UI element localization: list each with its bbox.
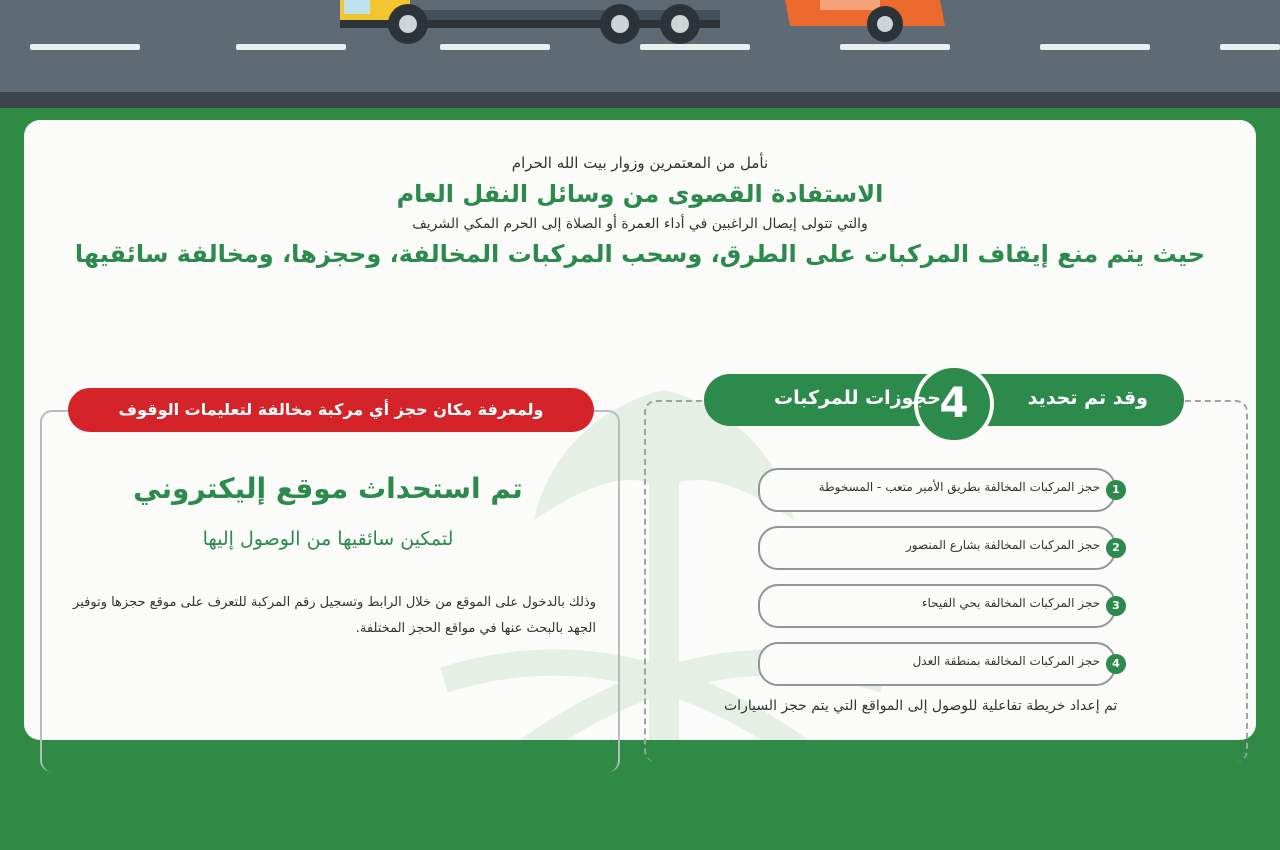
yard-item [758,584,1120,628]
yard-label: حجز المركبات المخالفة بمنطقة العدل [912,654,1100,668]
yard-number: 4 [1106,654,1126,674]
yards-header-suffix: حجوزات للمركبات [774,387,941,409]
yards-count: 4 [914,364,994,444]
yards-header-prefix: وقد تم تحديد [1027,387,1148,409]
yards-header [704,374,1184,426]
website-title: تم استحداث موقع إليكتروني [133,472,523,505]
yard-item [758,468,1120,512]
map-note: تم إعداد خريطة تفاعلية للوصول إلى المواقع التي يتم حجز السيارات [724,698,1118,714]
intro-line1: نأمل من المعتمرين وزوار بيت الله الحرام [511,154,769,172]
intro-headline: الاستفادة القصوى من وسائل النقل العام [396,180,884,208]
website-header: ولمعرفة مكان حجز أي مركبة مخالفة لتعليمات الوقوف [68,388,594,432]
yard-label: حجز المركبات المخالفة بحي الفيحاء [921,596,1100,610]
lane-mark [30,44,140,50]
road-banner [0,0,1280,108]
intro-line3: والتي تتولى إيصال الراغبين في أداء العمرة أو الصلاة إلى الحرم المكي الشريف [412,216,868,232]
intro-warning: حيث يتم منع إيقاف المركبات على الطرق، وسحب المركبات المخالفة، وحجزها، ومخالفة سائقيها [74,240,1206,268]
yard-number: 3 [1106,596,1126,616]
yard-label: حجز المركبات المخالفة بطريق الأمير متعب - المسخوطة [818,480,1100,494]
intro-section [24,154,1256,268]
lane-mark [1040,44,1150,50]
yard-number: 1 [1106,480,1126,500]
website-subtitle: لتمكين سائقيها من الوصول إليها [202,528,454,550]
yard-label: حجز المركبات المخالفة بشارع المنصور [906,538,1100,552]
yard-item [758,526,1120,570]
yard-number: 2 [1106,538,1126,558]
website-description: وذلك بالدخول على الموقع من خلال الرابط وتسجيل رقم المركبة للتعرف على موقع حجزها وتوفير الجهد بالبحث عنها في مواقع الحجز المختلفة. [73,595,596,636]
tow-truck-icon [330,0,730,52]
lane-mark [1220,44,1280,50]
road-edge [0,92,1280,108]
car-icon [780,0,950,48]
info-card [24,120,1256,740]
yard-item [758,642,1120,686]
